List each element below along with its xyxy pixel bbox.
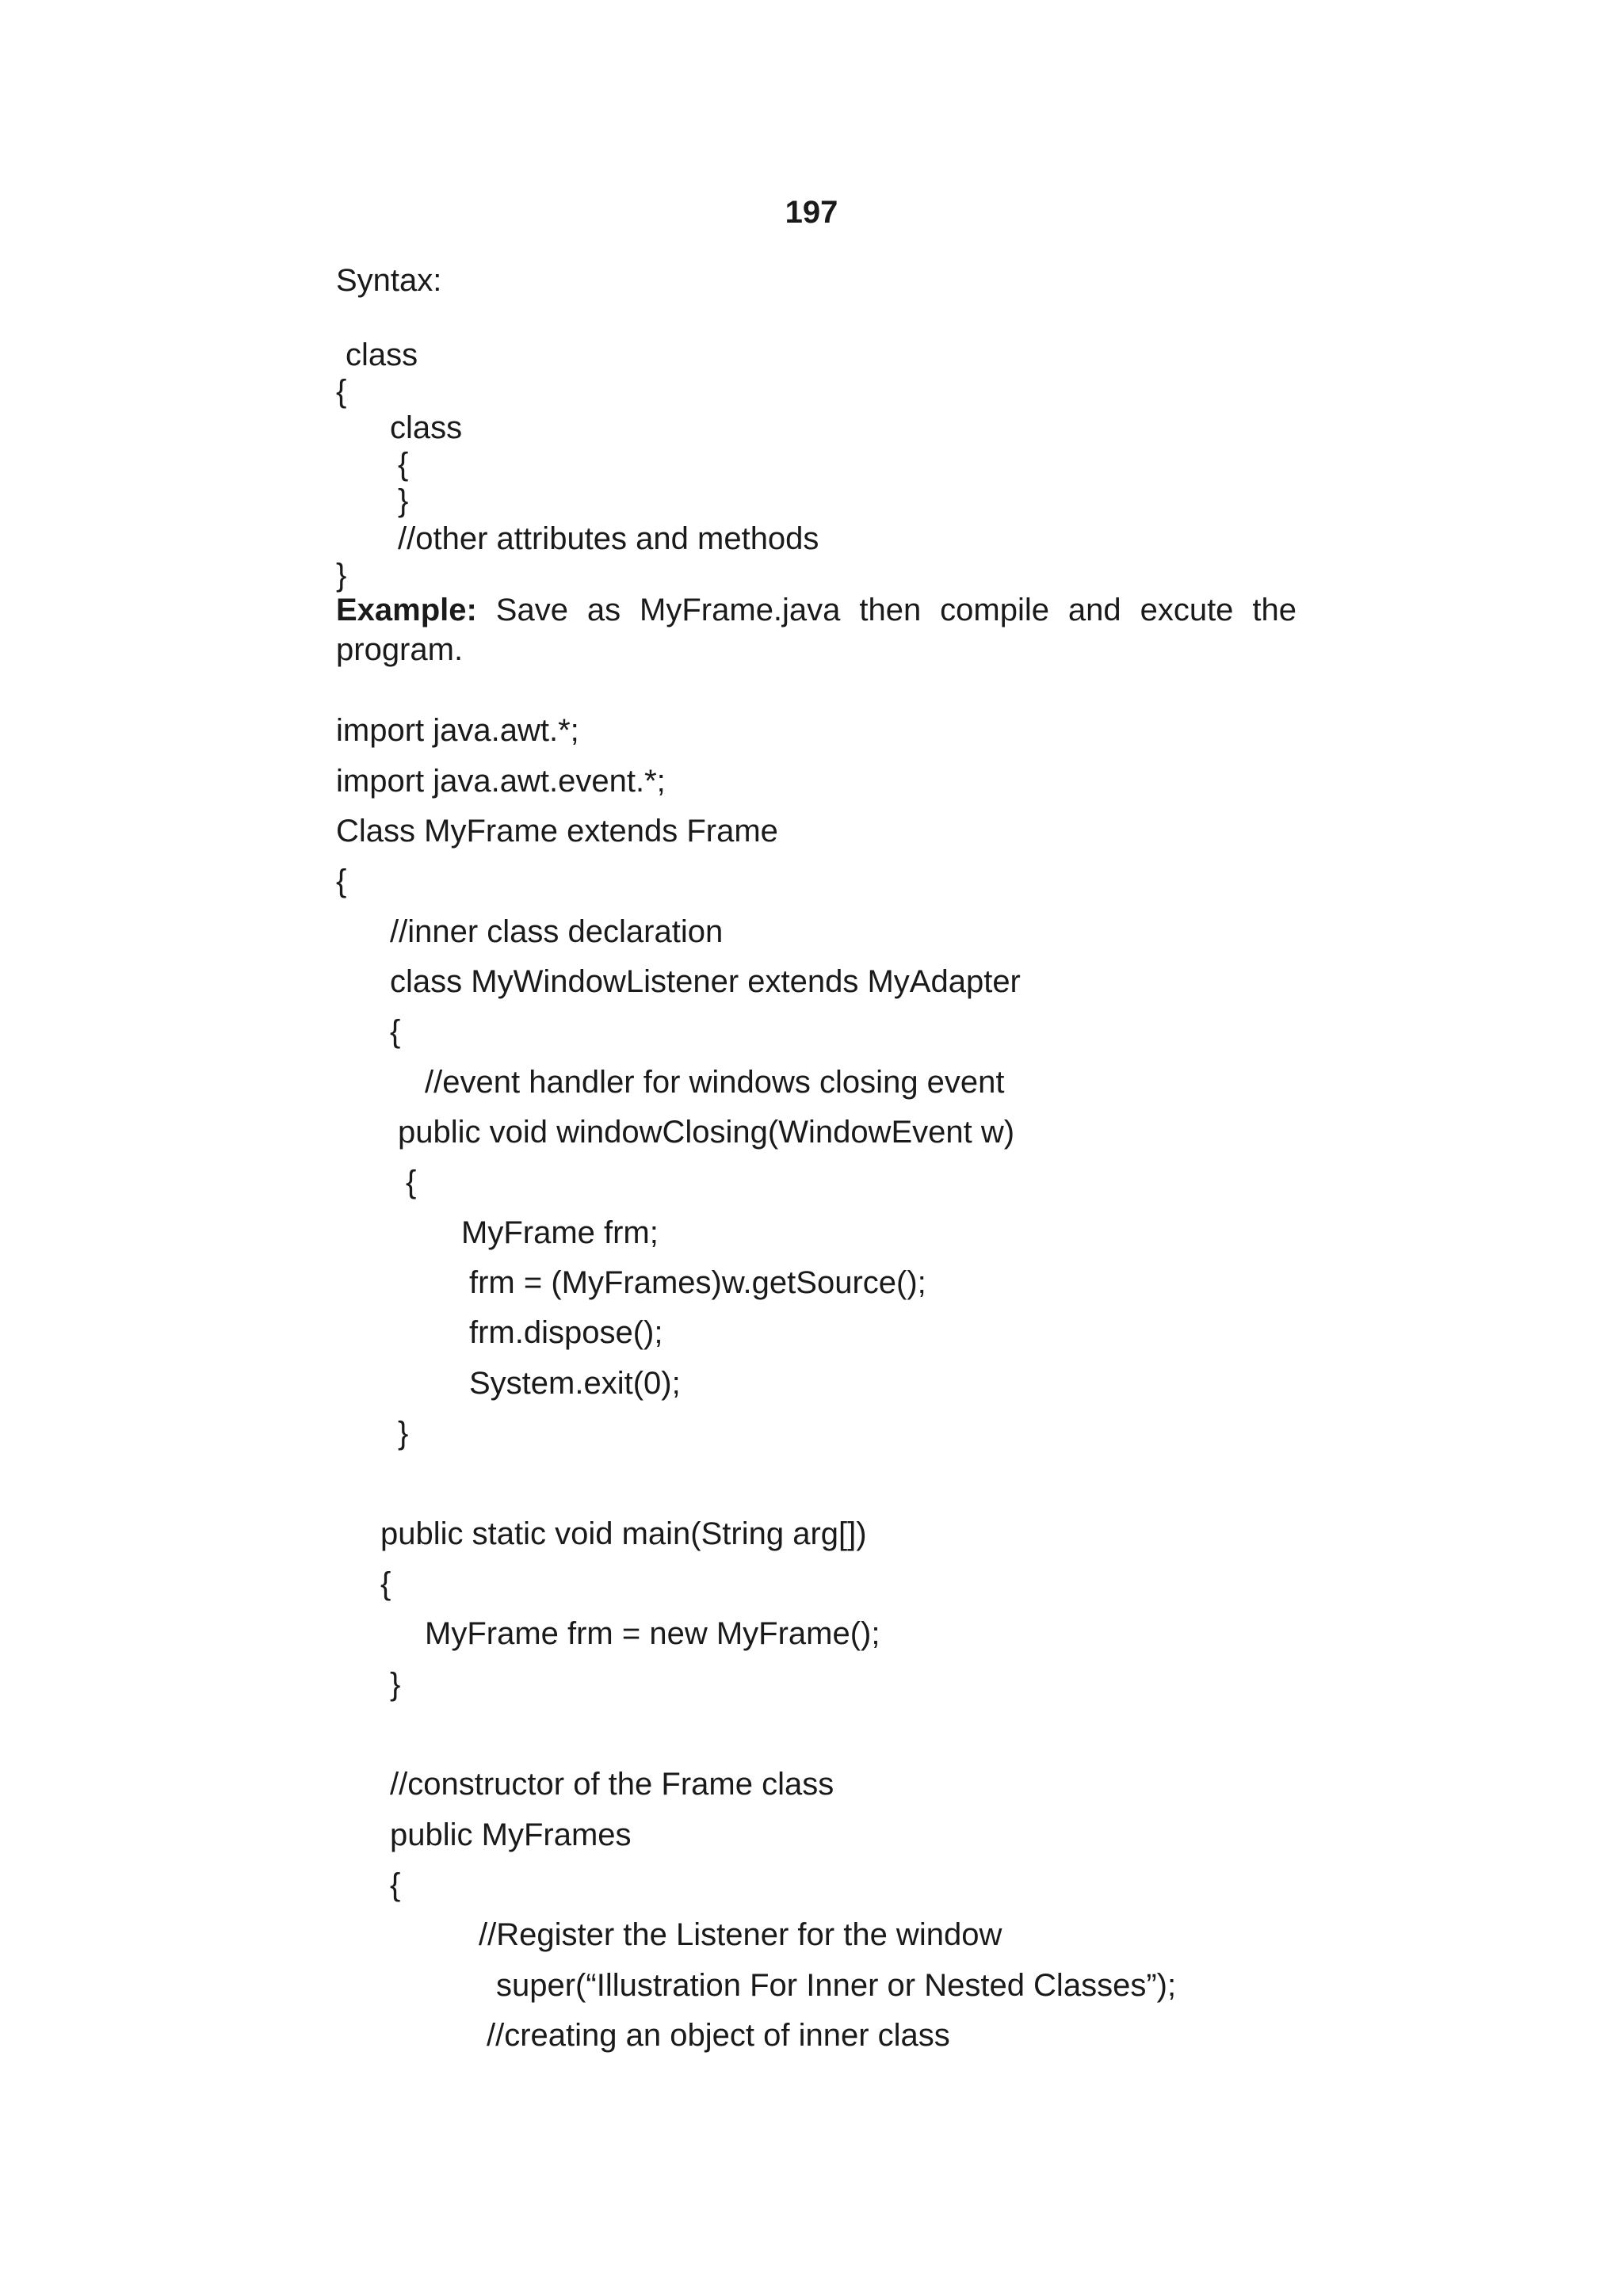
syntax-line: {: [398, 447, 409, 482]
syntax-line: class: [346, 338, 418, 372]
code-line: MyFrame frm = new MyFrame();: [425, 1616, 880, 1651]
example-continuation: program.: [336, 632, 464, 667]
example-word: compile: [940, 593, 1049, 627]
code-line: import java.awt.*;: [336, 713, 579, 748]
code-line: frm = (MyFrames)w.getSource();: [469, 1265, 926, 1300]
syntax-line: }: [398, 483, 409, 518]
syntax-heading: Syntax:: [336, 263, 442, 298]
code-line: }: [398, 1416, 409, 1451]
code-line: //constructor of the Frame class: [390, 1767, 834, 1802]
page-number: 197: [785, 195, 838, 230]
example-word: and: [1067, 593, 1121, 627]
code-line: public MyFrames: [390, 1817, 632, 1852]
example-word: Save: [495, 593, 568, 627]
code-line: //creating an object of inner class: [487, 2018, 950, 2053]
code-line: //Register the Listener for the window: [479, 1917, 1002, 1952]
syntax-line: }: [336, 558, 347, 593]
code-line: import java.awt.event.*;: [336, 764, 666, 799]
code-line: //inner class declaration: [390, 914, 724, 949]
code-line: //event handler for windows closing event: [425, 1065, 1005, 1100]
code-line: {: [380, 1566, 391, 1601]
code-line: {: [336, 864, 347, 898]
code-line: frm.dispose();: [469, 1315, 663, 1350]
syntax-line: //other attributes and methods: [398, 521, 819, 556]
syntax-line: class: [390, 410, 463, 445]
code-line: {: [390, 1867, 401, 1902]
example-word: as: [586, 593, 621, 627]
code-line: super(“Illustration For Inner or Nested Classes”);: [496, 1968, 1177, 2003]
code-line: class MyWindowListener extends MyAdapter: [390, 964, 1021, 999]
code-line: public void windowClosing(WindowEvent w): [398, 1115, 1015, 1150]
code-line: Class MyFrame extends Frame: [336, 814, 778, 849]
code-line: {: [390, 1014, 401, 1049]
code-line: MyFrame frm;: [461, 1215, 659, 1250]
code-line: {: [406, 1165, 417, 1199]
example-word: the: [1252, 593, 1296, 627]
example-word: MyFrame.java: [640, 593, 841, 627]
example-word: excute: [1140, 593, 1234, 627]
code-line: public static void main(String arg[]): [380, 1516, 867, 1551]
code-line: System.exit(0);: [469, 1366, 681, 1401]
example-word: then: [859, 593, 922, 627]
syntax-line: {: [336, 374, 347, 409]
code-line: }: [390, 1667, 401, 1702]
example-line: [336, 591, 1296, 629]
example-label: Example:: [336, 593, 477, 627]
